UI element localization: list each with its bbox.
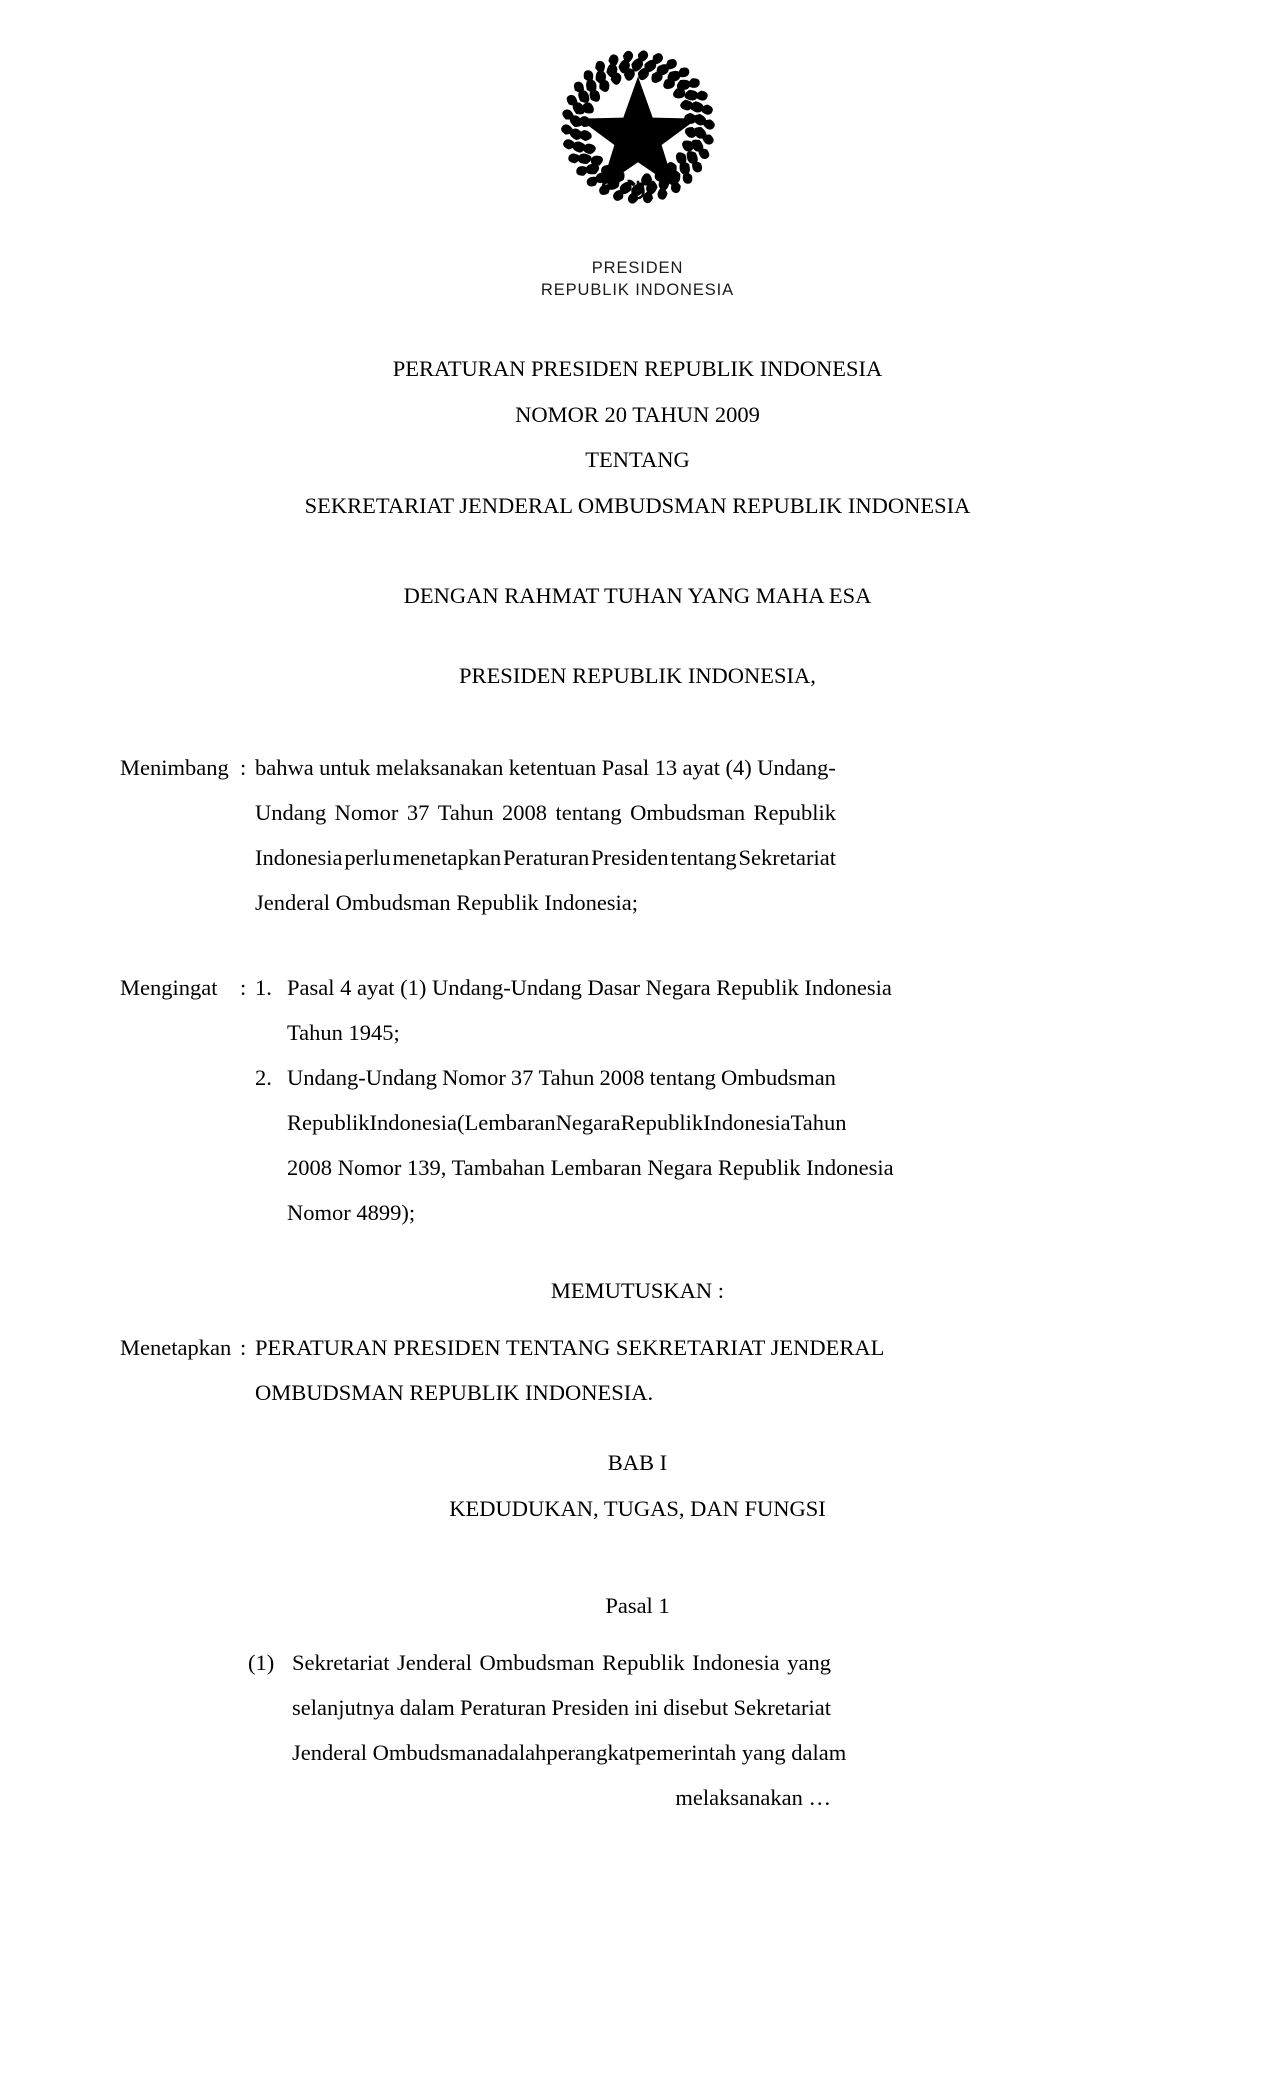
motto-text: DENGAN RAHMAT TUHAN YANG MAHA ESA (403, 583, 872, 608)
word: selanjutnya (292, 1695, 395, 1720)
mengingat-item-1-line-1: Pasal 4 ayat (1) Undang-Undang Dasar Negara Republik Indonesia (287, 975, 892, 1000)
word: dalam (399, 1695, 455, 1720)
word: Ombudsman (720, 1065, 836, 1090)
word: Ombudsman (479, 1650, 595, 1675)
clause-menetapkan (120, 1325, 1155, 1415)
list-number: 1. (255, 975, 272, 1000)
word: Republik (620, 1110, 704, 1135)
memutuskan-heading: MEMUTUSKAN : (550, 1278, 725, 1303)
menimbang-line-3 (255, 835, 836, 880)
word: Sekretariat (738, 845, 836, 870)
title-line-subject: SEKRETARIAT JENDERAL OMBUDSMAN REPUBLIK INDONESIA (304, 492, 971, 518)
pasal-heading: Pasal 1 (605, 1593, 670, 1618)
word: Jenderal (397, 1650, 472, 1675)
mengingat-item-1 (255, 965, 892, 1055)
pasal-heading-block (0, 1595, 1275, 1618)
menetapkan-line-1: PERATURAN PRESIDEN TENTANG SEKRETARIAT JENDERAL (255, 1335, 885, 1360)
word: pemerintah yang dalam (635, 1740, 847, 1765)
motto-block (0, 585, 1275, 608)
menimbang-label: Menimbang (120, 755, 229, 780)
menetapkan-body (255, 1325, 885, 1415)
mengingat-body (255, 965, 894, 1235)
word: bahwa (255, 755, 314, 780)
word: Jenderal Ombudsman (292, 1740, 488, 1765)
list-text (287, 965, 892, 1055)
menimbang-body (255, 745, 835, 925)
word: 13 (654, 755, 678, 780)
mengingat-item-2 (255, 1055, 894, 1235)
word: perlu (344, 845, 391, 870)
word: Sekretariat (733, 1695, 831, 1720)
pasal-1-line-2 (292, 1685, 831, 1730)
mengingat-item-2-line-4: Nomor 4899); (287, 1200, 416, 1225)
word: perangkat (546, 1740, 636, 1765)
word: adalah (487, 1740, 547, 1765)
title-line-regulation: PERATURAN PRESIDEN REPUBLIK INDONESIA (392, 356, 883, 381)
header-line-republik-indonesia: REPUBLIK INDONESIA (540, 280, 735, 299)
president-signatory-line-block (0, 665, 1275, 688)
mengingat-item-1-line-2: Tahun 1945; (287, 1020, 400, 1045)
word: Peraturan (503, 845, 590, 870)
word: tentang (555, 800, 622, 825)
word: Tahun (437, 800, 494, 825)
word: Indonesia (703, 1110, 791, 1135)
word: Presiden (551, 1695, 629, 1720)
word: 37 (406, 800, 430, 825)
word: Republik (602, 1650, 685, 1675)
continuation-marker: melaksanakan … (675, 1785, 831, 1810)
mengingat-item-2-line-2 (287, 1100, 847, 1145)
word: (4) (725, 755, 752, 780)
title-line-tentang: TENTANG (585, 447, 690, 472)
pasal-1-line-3 (292, 1730, 847, 1775)
mengingat-item-2-line-3: 2008 Nomor 139, Tambahan Lembaran Negara Republik Indonesia (287, 1155, 894, 1180)
bab-number: BAB I (607, 1450, 668, 1475)
menimbang-line-1 (255, 745, 836, 790)
bab-title: KEDUDUKAN, TUGAS, DAN FUNGSI (449, 1495, 826, 1521)
menetapkan-label: Menetapkan (120, 1335, 232, 1360)
presidential-seal-star-wreath-icon (559, 48, 717, 206)
word: 2008 (502, 800, 548, 825)
word: Sekretariat (292, 1650, 390, 1675)
emblem-container (0, 48, 1275, 206)
clause-number: (1) (248, 1650, 275, 1675)
mengingat-colon: : (240, 975, 247, 1000)
document-title-block (0, 358, 1275, 540)
pasal-1-item-1 (248, 1640, 847, 1820)
word: (Lembaran (456, 1110, 556, 1135)
word: Indonesia (692, 1650, 780, 1675)
word: Republik (287, 1110, 370, 1135)
menetapkan-colon: : (240, 1335, 247, 1360)
title-line-number-year: NOMOR 20 TAHUN 2009 (515, 401, 760, 427)
word: ayat (682, 755, 721, 780)
word: Republik (753, 800, 836, 825)
word: disebut (663, 1695, 729, 1720)
word: yang (787, 1650, 831, 1675)
pasal-1-line-1 (292, 1640, 831, 1685)
word: Undang-Undang (287, 1065, 437, 1090)
list-text (287, 1055, 894, 1235)
word: ini (634, 1695, 659, 1720)
word: Presiden (591, 845, 669, 870)
word: Indonesia (369, 1110, 457, 1135)
word: Nomor (442, 1065, 506, 1090)
memutuskan-block (0, 1280, 1275, 1303)
word: menetapkan (392, 845, 502, 870)
mengingat-item-2-line-1 (287, 1055, 836, 1100)
menimbang-line-2 (255, 790, 836, 835)
word: Undang (255, 800, 327, 825)
president-signatory-line: PRESIDEN REPUBLIK INDONESIA, (459, 663, 816, 688)
clause-text (292, 1640, 847, 1820)
word: Negara (555, 1110, 621, 1135)
list-number: 2. (255, 1065, 272, 1090)
word: tentang (649, 1065, 716, 1090)
word: Tahun (538, 1065, 595, 1090)
word: Peraturan (460, 1695, 547, 1720)
word: 2008 (599, 1065, 645, 1090)
header-caption (0, 258, 1275, 302)
menetapkan-line-2: OMBUDSMAN REPUBLIK INDONESIA. (255, 1380, 654, 1405)
menimbang-line-4: Jenderal Ombudsman Republik Indonesia; (255, 890, 639, 915)
menimbang-colon: : (240, 755, 247, 780)
word: ketentuan (508, 755, 597, 780)
clause-mengingat (120, 965, 1155, 1235)
word: Pasal (601, 755, 650, 780)
word: Indonesia (255, 845, 343, 870)
bab-block (0, 1452, 1275, 1543)
word: Tahun (790, 1110, 847, 1135)
word: untuk (319, 755, 371, 780)
word: Undang- (757, 755, 836, 780)
word: melaksanakan (375, 755, 504, 780)
word: tentang (670, 845, 737, 870)
header-line-presiden: PRESIDEN (591, 259, 684, 277)
word: Nomor (334, 800, 399, 825)
mengingat-label: Mengingat (120, 975, 218, 1000)
word: Ombudsman (630, 800, 746, 825)
clause-menimbang (120, 745, 1155, 925)
word: 37 (510, 1065, 534, 1090)
